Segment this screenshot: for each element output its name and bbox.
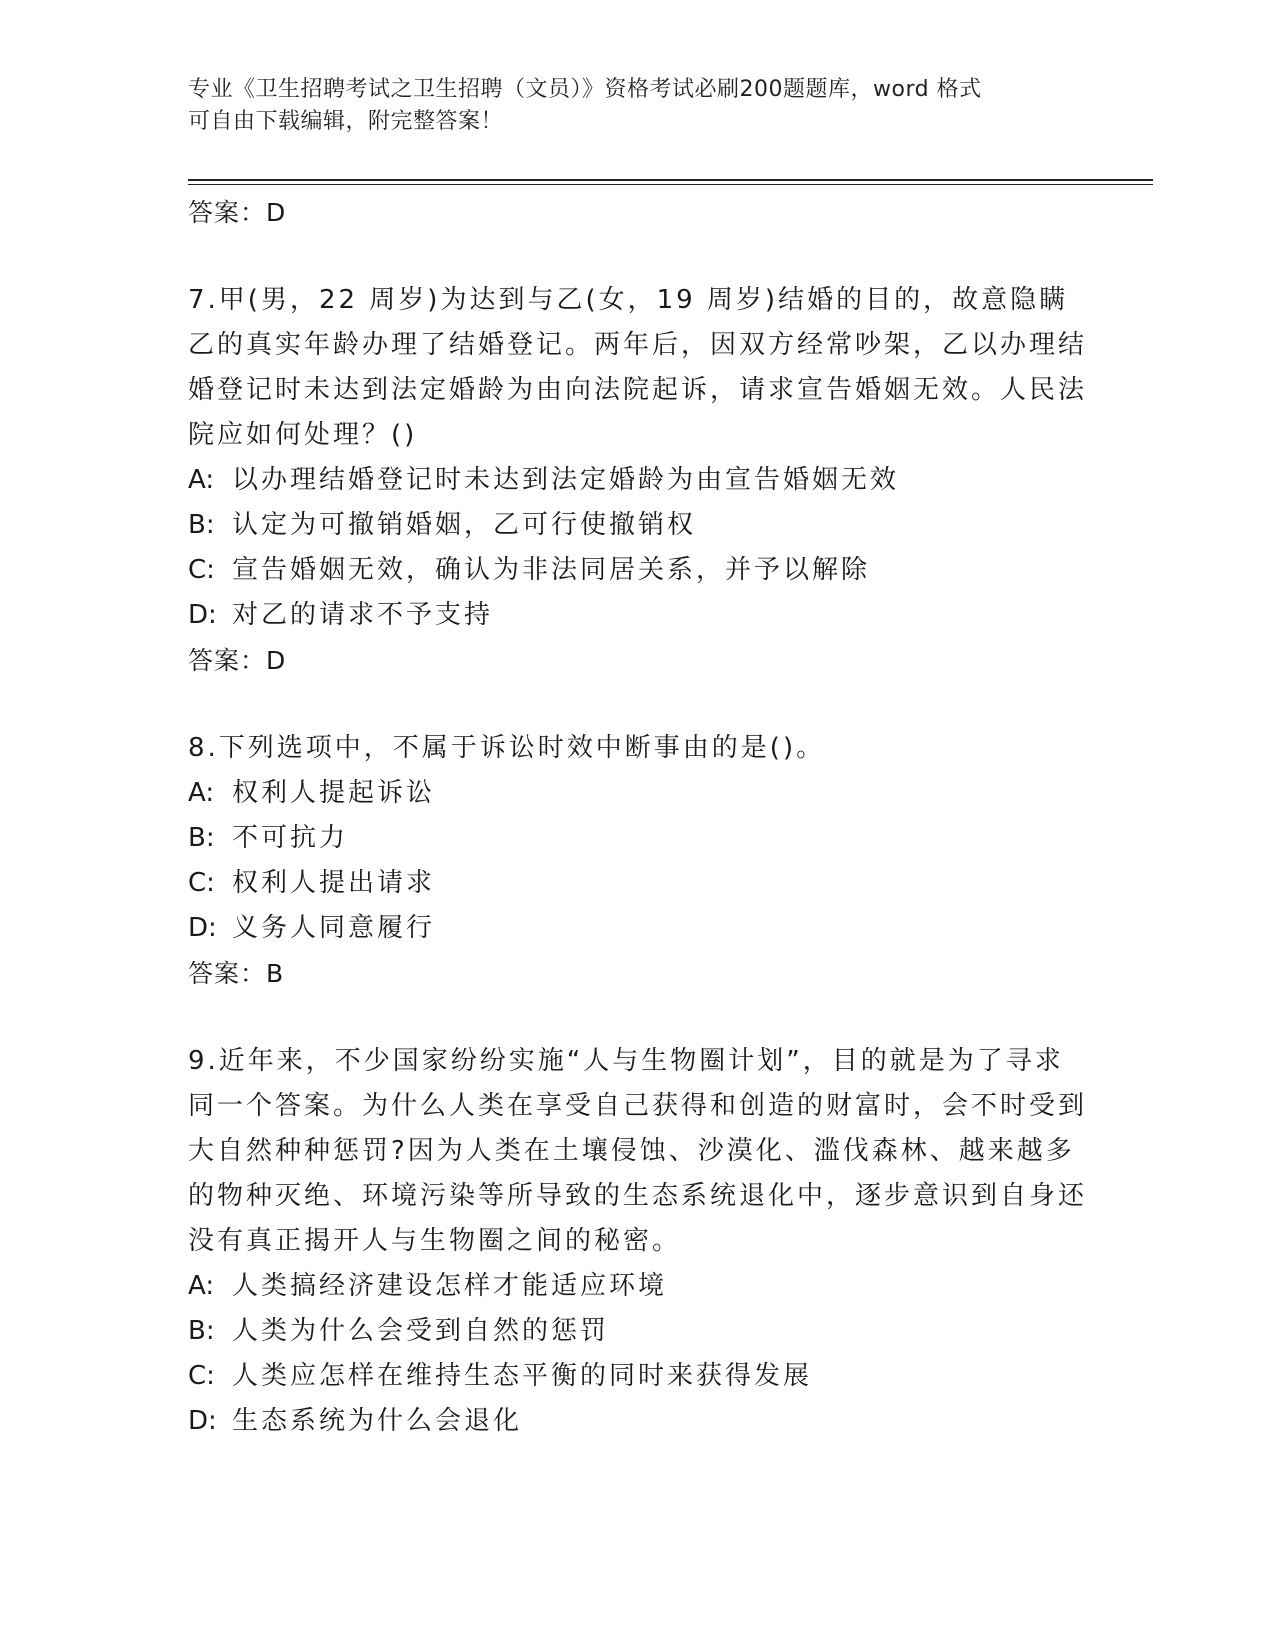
header-rule-thin — [188, 184, 1153, 185]
option-letter: C: — [188, 1361, 215, 1391]
question-text: 8.下列选项中，不属于诉讼时效中断事由的是()。 — [188, 733, 826, 763]
option-text: 人类搞经济建设怎样才能适应环境 — [232, 1271, 668, 1301]
header-line-2: 可自由下载编辑，附完整答案！ — [188, 109, 504, 134]
option-letter: D: — [188, 1406, 217, 1436]
option-a — [188, 771, 1088, 816]
option-text: 宣告婚姻无效，确认为非法同居关系，并予以解除 — [232, 555, 871, 585]
option-a — [188, 1264, 1088, 1309]
option-text: 权利人提起诉讼 — [232, 778, 436, 808]
header-line-1: 专业《卫生招聘考试之卫生招聘（文员）》资格考试必刷200题题库，word 格式 — [188, 77, 982, 102]
document-body — [188, 190, 1088, 1444]
option-letter: A: — [188, 465, 215, 495]
option-letter: A: — [188, 778, 215, 808]
document-header — [188, 74, 1088, 138]
option-b — [188, 503, 1088, 548]
option-letter: D: — [188, 913, 217, 943]
option-b — [188, 1309, 1088, 1354]
option-d — [188, 906, 1088, 951]
answer-previous: 答案：D — [188, 198, 287, 227]
option-text: 不可抗力 — [232, 823, 349, 853]
option-c — [188, 548, 1088, 593]
option-text: 义务人同意履行 — [232, 913, 436, 943]
option-text: 认定为可撤销婚姻，乙可行使撤销权 — [232, 510, 697, 540]
option-letter: D: — [188, 600, 217, 630]
option-letter: B: — [188, 1316, 215, 1346]
option-text: 对乙的请求不予支持 — [232, 600, 494, 630]
question-9 — [188, 1039, 1088, 1444]
option-text: 以办理结婚登记时未达到法定婚龄为由宣告婚姻无效 — [232, 465, 900, 495]
header-rule-thick — [188, 179, 1153, 181]
option-letter: A: — [188, 1271, 215, 1301]
question-8 — [188, 726, 1088, 997]
option-letter: C: — [188, 868, 215, 898]
option-text: 权利人提出请求 — [232, 868, 436, 898]
question-text: 9.近年来，不少国家纷纷实施“人与生物圈计划”，目的就是为了寻求同一个答案。为什么人类在享受自己获得和创造的财富时，会不时受到大自然种种惩罚?因为人类在土壤侵蚀、沙漠化、滥伐森林、越来越多的物种灭绝、环境污染等所导致的生态系统退化中，逐步意识到自身还没有真正揭开人与生物圈之间的秘密。 — [188, 1046, 1088, 1256]
option-a — [188, 458, 1088, 503]
question-7 — [188, 278, 1088, 684]
answer: 答案：D — [188, 646, 287, 675]
option-text: 人类应怎样在维持生态平衡的同时来获得发展 — [232, 1361, 813, 1391]
option-letter: B: — [188, 510, 215, 540]
option-c — [188, 861, 1088, 906]
question-text: 7.甲(男，22 周岁)为达到与乙(女，19 周岁)结婚的目的，故意隐瞒乙的真实年龄办理了结婚登记。两年后，因双方经常吵架，乙以办理结婚登记时未达到法定婚龄为由向法院起诉，请求宣告婚姻无效。人民法院应如何处理？() — [188, 285, 1088, 450]
option-c — [188, 1354, 1088, 1399]
option-b — [188, 816, 1088, 861]
option-d — [188, 1399, 1088, 1444]
option-text: 人类为什么会受到自然的惩罚 — [232, 1316, 610, 1346]
option-letter: C: — [188, 555, 215, 585]
option-text: 生态系统为什么会退化 — [232, 1406, 523, 1436]
option-d — [188, 593, 1088, 638]
option-letter: B: — [188, 823, 215, 853]
answer: 答案：B — [188, 959, 285, 988]
